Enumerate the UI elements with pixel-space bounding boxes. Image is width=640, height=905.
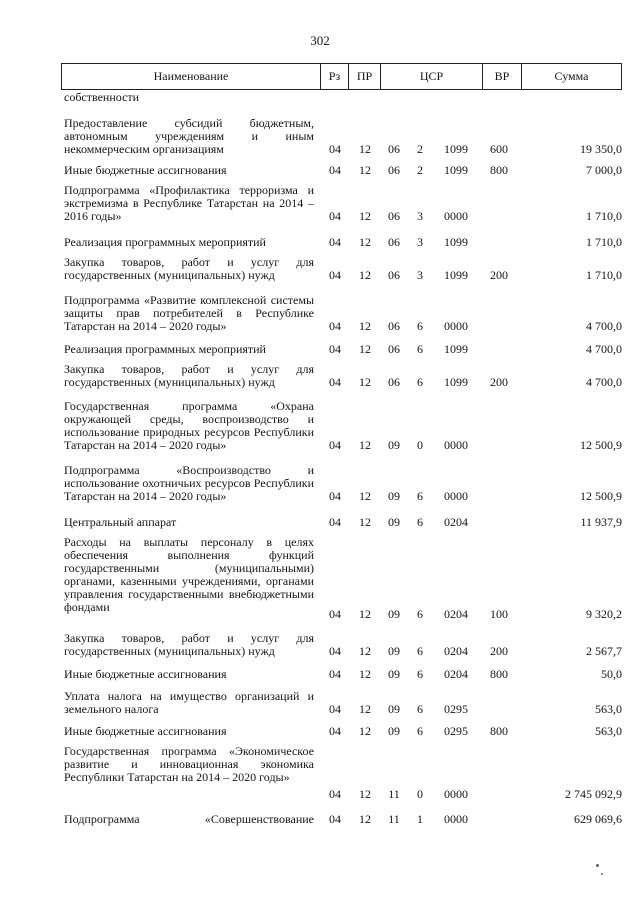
row-pr: 12 (359, 319, 371, 333)
table-row (0, 813, 640, 826)
table-row (0, 343, 640, 356)
row-csr-code: 0000 (444, 489, 468, 503)
row-rz: 04 (329, 142, 341, 156)
row-name: Уплата налога на имущество организаций и земельного налога (64, 689, 314, 716)
row-rz: 04 (329, 812, 341, 826)
row-csr-code: 0000 (444, 787, 468, 801)
table-row (0, 668, 640, 681)
row-vr: 600 (490, 142, 508, 156)
row-csr-program: 09 (388, 724, 400, 738)
table-row (0, 690, 640, 716)
row-csr-program: 06 (388, 235, 400, 249)
row-rz: 04 (329, 702, 341, 716)
row-sum: 4 700,0 (586, 375, 622, 389)
table-row (0, 464, 640, 503)
row-pr: 12 (359, 702, 371, 716)
row-csr-program: 11 (388, 812, 400, 826)
row-csr-code: 1099 (444, 375, 468, 389)
table-header (61, 63, 622, 90)
row-rz: 04 (329, 438, 341, 452)
row-csr-program: 06 (388, 209, 400, 223)
table-row (0, 632, 640, 658)
row-sum: 629 069,6 (574, 812, 622, 826)
row-rz: 04 (329, 667, 341, 681)
row-name: собственности (64, 90, 140, 104)
table-row (0, 745, 640, 801)
row-rz: 04 (329, 209, 341, 223)
row-name: Предоставление субсидий бюджетным, автономным учреждениям и иным некоммерческим организациям (64, 116, 314, 156)
row-csr-code: 1099 (444, 342, 468, 356)
row-csr-program: 06 (388, 319, 400, 333)
row-vr: 800 (490, 163, 508, 177)
row-sum: 2 745 092,9 (565, 787, 622, 801)
row-csr-code: 0204 (444, 644, 468, 658)
header-rz: Рз (321, 64, 349, 89)
row-name: Иные бюджетные ассигнования (64, 163, 227, 177)
row-csr-code: 0000 (444, 438, 468, 452)
row-sum: 1 710,0 (586, 268, 622, 282)
row-csr-subprogram: 6 (417, 515, 423, 529)
row-pr: 12 (359, 644, 371, 658)
table-row (0, 294, 640, 333)
row-vr: 100 (490, 607, 508, 621)
row-rz: 04 (329, 607, 341, 621)
row-csr-subprogram: 6 (417, 644, 423, 658)
row-name: Реализация программных мероприятий (64, 342, 266, 356)
row-csr-subprogram: 6 (417, 724, 423, 738)
row-name: Закупка товаров, работ и услуг для государственных (муниципальных) нужд (64, 362, 314, 389)
row-csr-subprogram: 6 (417, 342, 423, 356)
row-sum: 1 710,0 (586, 209, 622, 223)
row-pr: 12 (359, 787, 371, 801)
row-csr-code: 0295 (444, 724, 468, 738)
row-rz: 04 (329, 268, 341, 282)
table-row (0, 117, 640, 156)
row-csr-code: 1099 (444, 163, 468, 177)
row-csr-subprogram: 6 (417, 607, 423, 621)
table-row (0, 516, 640, 529)
table-row (0, 400, 640, 452)
row-sum: 563,0 (595, 702, 622, 716)
row-sum: 9 320,2 (586, 607, 622, 621)
row-pr: 12 (359, 607, 371, 621)
row-csr-subprogram: 6 (417, 375, 423, 389)
row-sum: 7 000,0 (586, 163, 622, 177)
header-vr: ВР (483, 64, 522, 89)
row-name: Подпрограмма «Совершенствование (64, 812, 314, 826)
row-csr-code: 0000 (444, 209, 468, 223)
row-pr: 12 (359, 489, 371, 503)
row-name: Закупка товаров, работ и услуг для государственных (муниципальных) нужд (64, 631, 314, 658)
row-csr-program: 09 (388, 515, 400, 529)
row-rz: 04 (329, 724, 341, 738)
row-csr-program: 11 (388, 787, 400, 801)
row-sum: 4 700,0 (586, 319, 622, 333)
row-csr-subprogram: 3 (417, 209, 423, 223)
row-sum: 19 350,0 (580, 142, 622, 156)
table-row (0, 164, 640, 177)
row-sum: 12 500,9 (580, 438, 622, 452)
row-vr: 800 (490, 724, 508, 738)
row-name: Подпрограмма «Воспроизводство и использование охотничьих ресурсов Республики Татарстан на 2014 – 2020 годы» (64, 463, 314, 503)
scan-speck (596, 864, 599, 867)
row-rz: 04 (329, 515, 341, 529)
row-csr-code: 0204 (444, 515, 468, 529)
row-rz: 04 (329, 163, 341, 177)
row-rz: 04 (329, 489, 341, 503)
row-sum: 11 937,9 (580, 515, 622, 529)
row-csr-subprogram: 3 (417, 235, 423, 249)
row-name: Реализация программных мероприятий (64, 235, 266, 249)
row-csr-subprogram: 3 (417, 268, 423, 282)
row-csr-subprogram: 6 (417, 489, 423, 503)
row-vr: 200 (490, 268, 508, 282)
row-csr-program: 06 (388, 163, 400, 177)
row-sum: 1 710,0 (586, 235, 622, 249)
row-csr-code: 0000 (444, 812, 468, 826)
header-pr: ПР (349, 64, 381, 89)
row-csr-code: 1099 (444, 268, 468, 282)
row-vr: 200 (490, 375, 508, 389)
row-name: Подпрограмма «Развитие комплексной системы защиты прав потребителей в Республике Татарстан на 2014 – 2020 годы» (64, 293, 314, 333)
header-sum: Сумма (554, 69, 589, 83)
row-rz: 04 (329, 375, 341, 389)
row-name: Подпрограмма «Профилактика терроризма и экстремизма в Республике Татарстан на 2014 – 2016 годы» (64, 183, 314, 223)
row-pr: 12 (359, 515, 371, 529)
row-csr-program: 09 (388, 489, 400, 503)
row-pr: 12 (359, 667, 371, 681)
row-csr-code: 0204 (444, 607, 468, 621)
row-csr-program: 06 (388, 142, 400, 156)
row-csr-code: 0000 (444, 319, 468, 333)
table-row (0, 236, 640, 249)
row-csr-subprogram: 2 (417, 142, 423, 156)
row-csr-subprogram: 1 (417, 812, 423, 826)
row-name: Государственная программа «Охрана окружающей среды, воспроизводство и использование природных ресурсов Республики Татарстан на 2014 – 2020 годы» (64, 399, 314, 452)
row-pr: 12 (359, 142, 371, 156)
row-name: Иные бюджетные ассигнования (64, 667, 227, 681)
row-csr-subprogram: 0 (417, 438, 423, 452)
row-pr: 12 (359, 235, 371, 249)
row-sum: 50,0 (601, 667, 622, 681)
row-csr-program: 06 (388, 342, 400, 356)
table-row (0, 91, 640, 104)
row-pr: 12 (359, 724, 371, 738)
scan-speck (601, 873, 603, 875)
row-csr-code: 1099 (444, 142, 468, 156)
header-name: Наименование (62, 64, 321, 89)
row-rz: 04 (329, 235, 341, 249)
row-rz: 04 (329, 787, 341, 801)
row-sum: 12 500,9 (580, 489, 622, 503)
row-vr: 800 (490, 667, 508, 681)
table-row (0, 725, 640, 738)
row-pr: 12 (359, 438, 371, 452)
row-csr-subprogram: 2 (417, 163, 423, 177)
row-csr-program: 09 (388, 667, 400, 681)
row-csr-subprogram: 6 (417, 319, 423, 333)
row-sum: 4 700,0 (586, 342, 622, 356)
row-csr-subprogram: 0 (417, 787, 423, 801)
table-row (0, 363, 640, 389)
row-csr-subprogram: 6 (417, 667, 423, 681)
table-row (0, 256, 640, 282)
row-csr-code: 0295 (444, 702, 468, 716)
row-rz: 04 (329, 644, 341, 658)
row-csr-program: 09 (388, 438, 400, 452)
row-rz: 04 (329, 319, 341, 333)
row-vr: 200 (490, 644, 508, 658)
row-name: Расходы на выплаты персоналу в целях обеспечения выполнения функций государственными (муниципальными) органами, казенными учреждениями, органами управления государственными внебюджетными фондами (64, 535, 314, 614)
row-pr: 12 (359, 268, 371, 282)
row-csr-subprogram: 6 (417, 702, 423, 716)
row-pr: 12 (359, 342, 371, 356)
row-csr-code: 0204 (444, 667, 468, 681)
table-row (0, 184, 640, 223)
row-name: Центральный аппарат (64, 515, 177, 529)
row-csr-program: 06 (388, 268, 400, 282)
row-rz: 04 (329, 342, 341, 356)
row-csr-program: 09 (388, 644, 400, 658)
row-name: Государственная программа «Экономическое развитие и инновационная экономика Республики Татарстан на 2014 – 2020 годы» (64, 744, 314, 784)
row-csr-program: 09 (388, 607, 400, 621)
row-pr: 12 (359, 375, 371, 389)
row-pr: 12 (359, 812, 371, 826)
row-sum: 2 567,7 (586, 644, 622, 658)
row-pr: 12 (359, 209, 371, 223)
row-csr-code: 1099 (444, 235, 468, 249)
row-csr-program: 09 (388, 702, 400, 716)
row-name: Иные бюджетные ассигнования (64, 724, 227, 738)
row-pr: 12 (359, 163, 371, 177)
page-number: 302 (310, 33, 330, 48)
header-csr: ЦСР (381, 64, 483, 89)
row-name: Закупка товаров, работ и услуг для государственных (муниципальных) нужд (64, 255, 314, 282)
row-sum: 563,0 (595, 724, 622, 738)
table-row (0, 536, 640, 621)
row-csr-program: 06 (388, 375, 400, 389)
